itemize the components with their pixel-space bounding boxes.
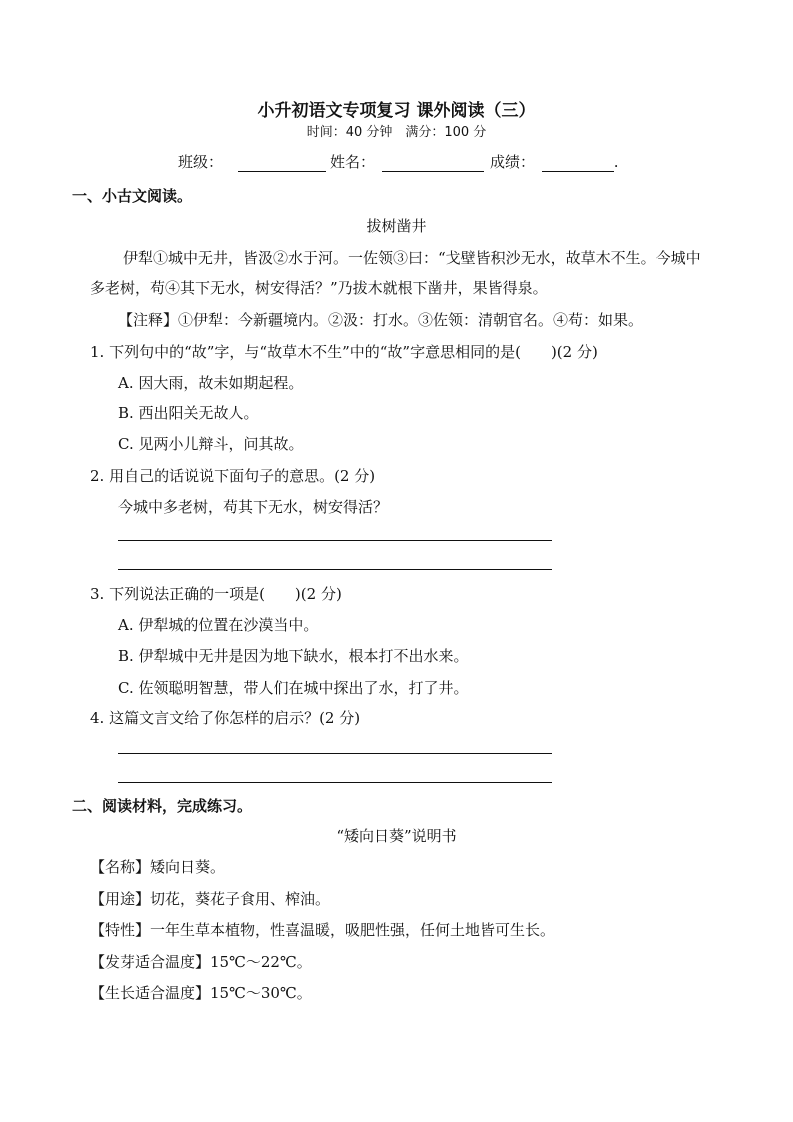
question-2: 2. 用自己的话说说下面句子的意思。(2 分) (90, 467, 376, 485)
passage-note: 【注释】①伊犁：今新疆境内。②汲：打水。③佐领：清朝官名。④苟：如果。 (118, 311, 644, 329)
section1-passage-title: 拔树凿井 (366, 217, 427, 235)
question-3-option-b: B. 伊犁城中无井是因为地下缺水，根本打不出水来。 (118, 647, 469, 665)
manual-item-growth-temp: 【生长适合温度】15℃～30℃。 (90, 984, 312, 1002)
exam-meta: 时间：40 分钟 满分：100 分 (306, 125, 487, 140)
class-field (178, 151, 326, 172)
class-blank[interactable] (238, 157, 326, 172)
end-mark: . (613, 153, 619, 171)
passage-line-1: 伊犁①城中无井，皆汲②水于河。一佐领③曰：“戈壁皆积沙无水，故草木不生。今城中 (123, 249, 701, 267)
question-3-option-c: C. 佐领聪明智慧，带人们在城中探出了水，打了井。 (118, 679, 469, 697)
question-1-option-c: C. 见两小儿辩斗，问其故。 (118, 435, 304, 453)
name-label: 姓名： (330, 153, 376, 171)
name-field (330, 151, 484, 172)
score-field (490, 151, 619, 172)
question-1-option-a: A. 因大雨，故未如期起程。 (118, 374, 304, 392)
manual-item-traits: 【特性】一年生草本植物，性喜温暖，吸肥性强，任何土地皆可生长。 (90, 921, 556, 939)
score-label: 成绩： (490, 153, 536, 171)
manual-item-germination-temp: 【发芽适合温度】15℃～22℃。 (90, 953, 312, 971)
question-2-sentence: 今城中多老树，苟其下无水，树安得活？ (118, 498, 389, 516)
section1-heading: 一、小古文阅读。 (72, 187, 193, 205)
question-4: 4. 这篇文言文给了你怎样的启示？(2 分) (90, 709, 361, 727)
answer-line[interactable] (118, 540, 552, 541)
name-blank[interactable] (382, 157, 484, 172)
question-1-option-b: B. 西出阳关无故人。 (118, 404, 259, 422)
manual-item-name: 【名称】矮向日葵。 (90, 858, 226, 876)
score-blank[interactable] (542, 157, 614, 172)
answer-line[interactable] (118, 782, 552, 783)
question-1: 1. 下列句中的“故”字，与“故草木不生”中的“故”字意思相同的是( )(2 分) (90, 343, 598, 361)
question-3-option-a: A. 伊犁城的位置在沙漠当中。 (118, 616, 319, 634)
manual-item-use: 【用途】切花，葵花子食用、榨油。 (90, 890, 331, 908)
section2-passage-title: “矮向日葵”说明书 (336, 827, 457, 845)
answer-line[interactable] (118, 569, 552, 570)
passage-line-2: 多老树，苟④其下无水，树安得活？”乃拔木就根下凿井，果皆得泉。 (90, 279, 548, 297)
answer-line[interactable] (118, 753, 552, 754)
section2-heading: 二、阅读材料，完成练习。 (72, 797, 253, 815)
question-3: 3. 下列说法正确的一项是( )(2 分) (90, 585, 342, 603)
page-title: 小升初语文专项复习 课外阅读（三） (257, 101, 536, 121)
class-label: 班级： (178, 153, 224, 171)
